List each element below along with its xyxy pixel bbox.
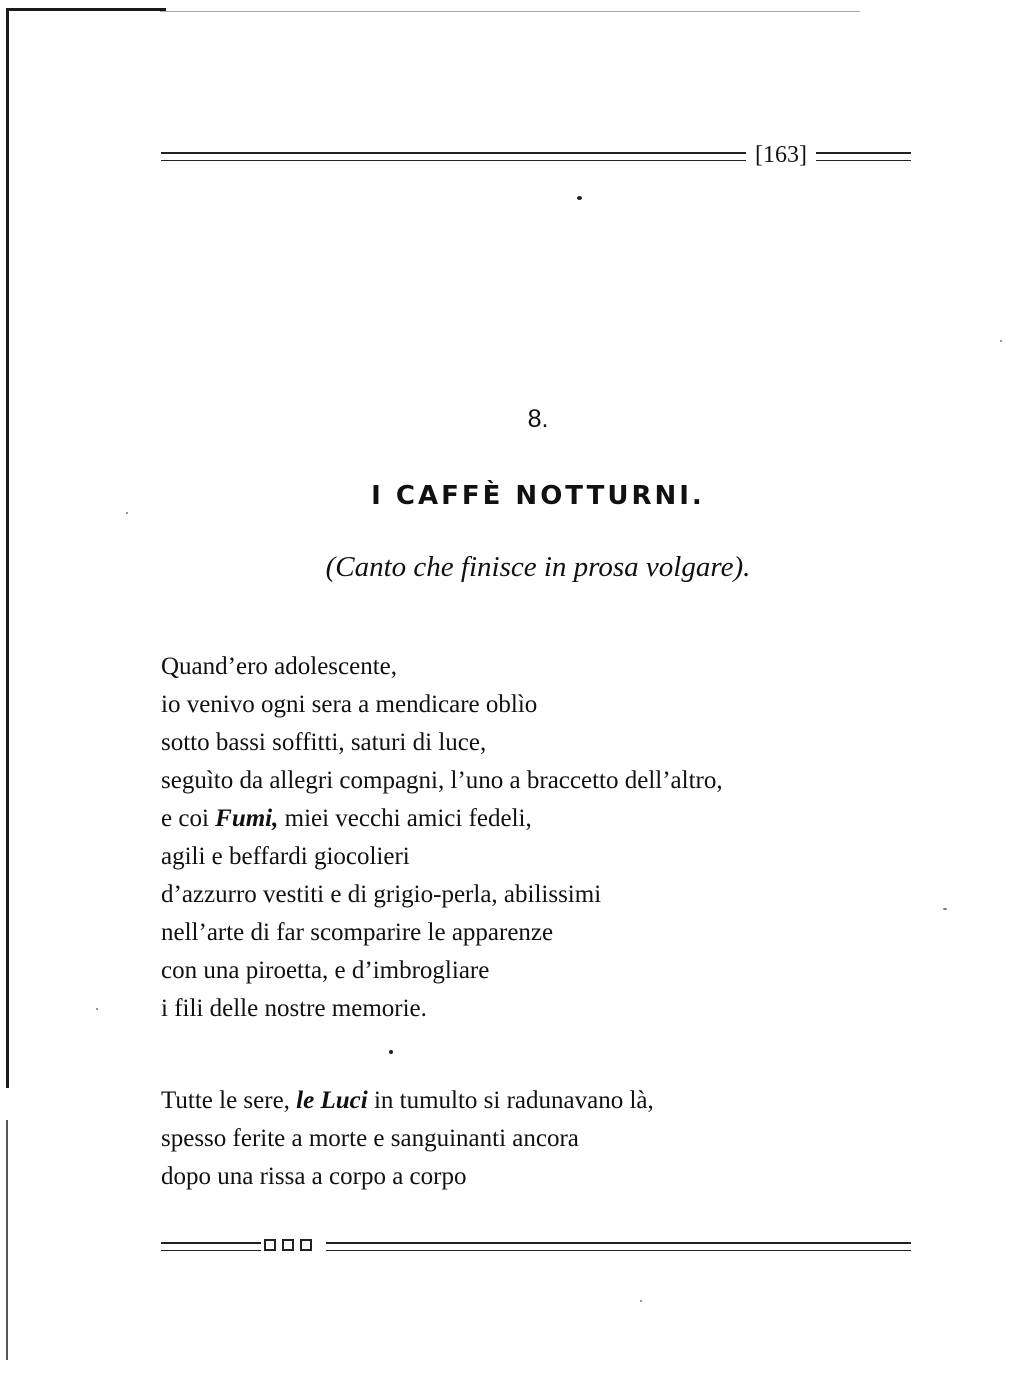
scan-top-edge-thin (160, 11, 860, 12)
verse-line: con una piroetta, e d’imbrogliare (161, 957, 490, 984)
verse-line: sotto bassi soffitti, saturi di luce, (161, 729, 487, 756)
verse-line: d’azzurro vestiti e di grigio-perla, abilissimi (161, 881, 602, 908)
scan-speckle (1000, 340, 1002, 342)
header-rule-right (816, 152, 911, 161)
scan-speckle (96, 1008, 98, 1010)
verse-emphasis: Fumi, (215, 805, 279, 832)
page-number: [163] (755, 142, 807, 168)
verse-line: nell’arte di far scomparire le apparenze (161, 919, 554, 946)
scan-top-edge (6, 8, 166, 11)
verse-line: seguìto da allegri compagni, l’uno a braccetto dell’altro, (161, 767, 723, 794)
scan-speckle (640, 1300, 642, 1302)
ornament-square-icon (264, 1239, 276, 1251)
verse-line (161, 1082, 921, 1120)
footer-rule-left (161, 1242, 261, 1251)
header-rule-left (161, 152, 746, 161)
stanza-separator-dot (389, 1050, 393, 1054)
footer-rule-right (326, 1242, 911, 1251)
section-number: 8. (527, 405, 549, 433)
section-subtitle: (Canto che finisce in prosa volgare). (325, 551, 751, 583)
verse-text: miei vecchi amici fedeli, (278, 805, 532, 832)
verse-line: i fili delle nostre memorie. (161, 995, 427, 1022)
verse-text: e coi (161, 805, 216, 832)
verse-text: Tutte le sere, (161, 1087, 297, 1114)
verse-line: io venivo ogni sera a mendicare oblìo (161, 691, 538, 718)
stanza-2 (161, 1082, 921, 1196)
section-title: I CAFFÈ NOTTURNI. (371, 481, 705, 511)
footer-square-ornament-icon (264, 1236, 324, 1254)
verse-line: spesso ferite a morte e sanguinanti ancora (161, 1125, 579, 1152)
scan-speckle (943, 908, 947, 910)
verse-line: dopo una rissa a corpo a corpo (161, 1163, 467, 1190)
ornament-square-icon (300, 1239, 312, 1251)
scan-edge-shadow-lower (6, 1120, 8, 1360)
verse-emphasis: le Luci (296, 1087, 368, 1114)
scan-speckle (577, 196, 582, 200)
stanza-1 (161, 648, 921, 1028)
ornament-square-icon (282, 1239, 294, 1251)
verse-line: agili e beffardi giocolieri (161, 843, 410, 870)
verse-text: in tumulto si radunavano là, (367, 1087, 654, 1114)
verse-line: Quand’ero adolescente, (161, 653, 397, 680)
verse-line (161, 800, 921, 838)
